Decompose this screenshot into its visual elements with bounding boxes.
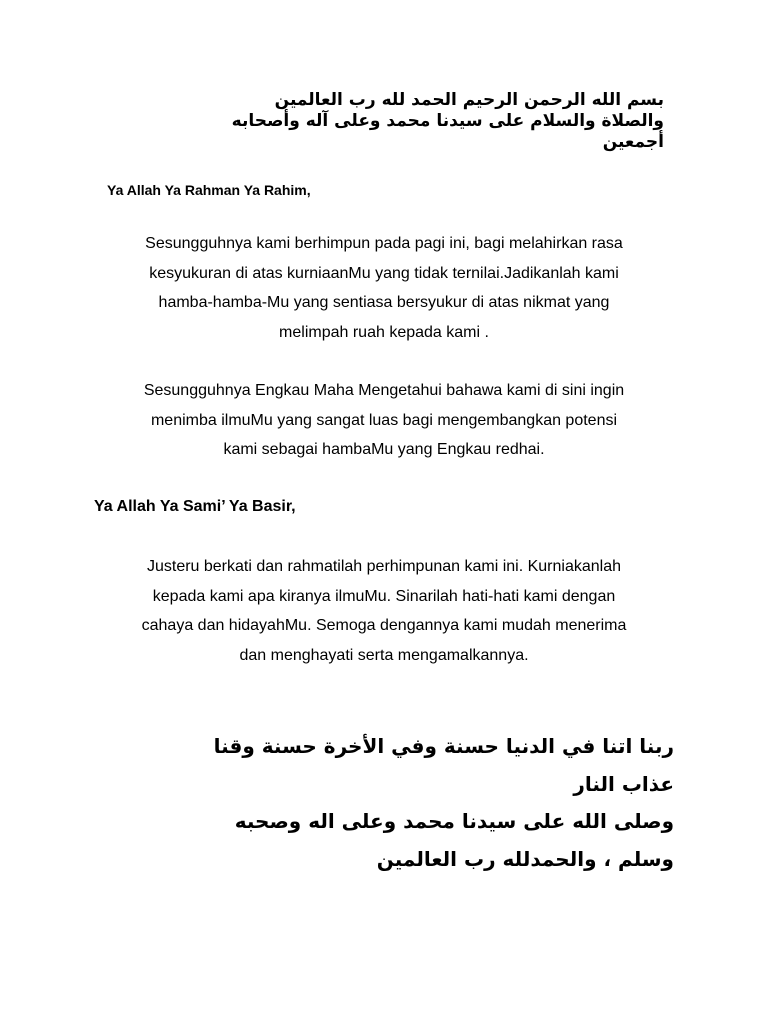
paragraph-line: Sesungguhnya kami berhimpun pada pagi ini, bagi melahirkan rasa [145, 235, 623, 252]
opening-arabic-line: بسم الله الرحمن الرحيم الحمد لله رب العالمين [274, 90, 664, 110]
closing-arabic-line: وصلى الله على سيدنا محمد وعلى اله وصحبه [234, 809, 674, 833]
paragraph-line: melimpah ruah kepada kami . [279, 323, 489, 341]
paragraph-line: menimba ilmuMu yang sangat luas bagi mengembangkan potensi [150, 411, 618, 429]
paragraph-line: dan menghayati serta mengamalkannya. [239, 646, 529, 664]
closing-arabic-line: وسلم ، والحمدلله رب العالمين [376, 846, 674, 871]
greeting-rahman: Ya Allah Ya Rahman Ya Rahim, [107, 182, 311, 198]
paragraph-line: Sesungguhnya Engkau Maha Mengetahui bahawa kami di sini ingin [143, 382, 625, 399]
paragraph-line: hamba-hamba-Mu yang sentiasa bersyukur di atas nikmat yang [158, 294, 610, 311]
paragraph-line: kami sebagai hambaMu yang Engkau redhai. [223, 441, 545, 458]
paragraph-line: kesyukuran di atas kurniaanMu yang tidak ternilai.Jadikanlah kami [149, 264, 619, 282]
opening-arabic-prayer [124, 90, 664, 153]
opening-arabic-line: والصلاة والسلام على سيدنا محمد وعلى آله وأصحابه [231, 111, 664, 131]
paragraph-blessing [100, 552, 668, 670]
paragraph-knowledge [100, 376, 668, 465]
paragraph-line: cahaya dan hidayahMu. Semoga dengannya kami mudah menerima [141, 617, 627, 634]
opening-arabic-line: أجمعين [602, 132, 664, 152]
closing-arabic-line: ربنا اتنا في الدنيا حسنة وفي الأخرة حسنة وقنا [213, 734, 674, 758]
paragraph-gratitude [100, 229, 668, 347]
paragraph-line: kepada kami apa kiranya ilmuMu. Sinarilah hati-hati kami dengan [152, 587, 616, 605]
closing-arabic-line: عذاب النار [573, 771, 674, 796]
closing-arabic-prayer [114, 728, 674, 878]
paragraph-line: Justeru berkati dan rahmatilah perhimpunan kami ini. Kurniakanlah [146, 558, 622, 575]
greeting-sami-basir: Ya Allah Ya Sami’ Ya Basir, [94, 498, 296, 515]
